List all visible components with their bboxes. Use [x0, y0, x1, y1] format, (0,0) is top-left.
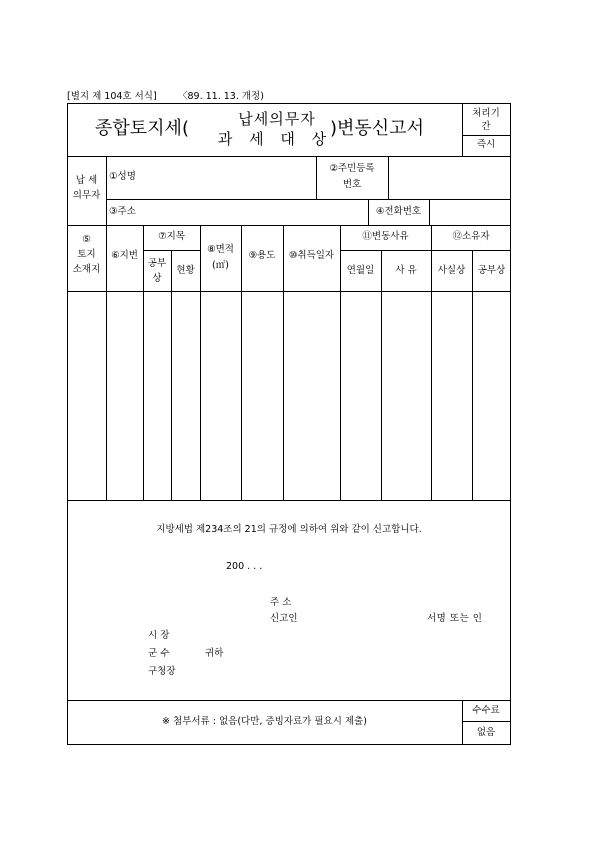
name-label: ①성명: [109, 171, 136, 182]
sign-or-seal-label: 서명 또는 인: [427, 613, 483, 624]
land-table-body[interactable]: [69, 293, 509, 498]
owner-official-header: 공부상: [477, 265, 506, 276]
category-current: 현황: [176, 265, 195, 276]
title-prefix: 종합토지세(: [95, 118, 189, 139]
name-field[interactable]: [145, 158, 314, 197]
owner-actual-header: 사실상: [437, 265, 466, 276]
declaration-text: 지방세법 제234조의 21의 규정에 의하여 위와 같이 신고합니다.: [156, 524, 422, 535]
revision-date: 〈89. 11. 13. 개정): [178, 91, 264, 102]
area-header: ⑧면적: [207, 244, 234, 255]
title-stack-bottom: 과 세 대 상: [217, 130, 333, 148]
lot-number-header: ⑥지번: [111, 250, 138, 261]
regno-label-2: 번호: [342, 179, 362, 190]
processing-label-1: 처리기: [472, 108, 500, 119]
reporter-label: 신고인: [270, 613, 298, 624]
title-stack-top: 납세의무자: [238, 110, 316, 128]
addressee-county: 군 수: [148, 648, 170, 659]
addressee-honorific: 귀하: [205, 648, 224, 659]
addressee-mayor: 시 장: [148, 630, 170, 641]
regno-field[interactable]: [390, 158, 508, 197]
processing-label-2: 간: [481, 121, 491, 132]
date-line[interactable]: 200 . . .: [226, 561, 263, 572]
acquired-date-header: ⑩취득일자: [288, 250, 335, 261]
change-date-header: 연월일: [346, 265, 375, 276]
location-number: ⑤: [82, 234, 91, 245]
fee-label: 수수료: [472, 705, 500, 716]
category-official-1: 공부: [147, 258, 167, 269]
address-label: ③주소: [109, 206, 136, 217]
reporter-address-label: 주 소: [270, 597, 292, 608]
processing-value: 즉시: [476, 139, 496, 150]
area-unit: (㎡): [212, 260, 229, 271]
use-header: ⑨용도: [248, 250, 276, 261]
change-cause-header: 사 유: [395, 265, 417, 276]
owner-header: ⑫소유자: [452, 231, 490, 242]
category-header: ⑦지목: [158, 231, 185, 242]
phone-label: ④전화번호: [375, 206, 422, 217]
title-suffix: )변동신고서: [330, 118, 424, 139]
addressee-district: 구청장: [148, 666, 176, 677]
taxpayer-label-1: 납 세: [75, 175, 98, 186]
fee-value: 없음: [476, 727, 496, 738]
address-field[interactable]: [145, 201, 366, 223]
location-label-1: 토지: [77, 249, 96, 260]
location-label-2: 소재지: [72, 264, 101, 275]
attachments-note: ※ 첨부서류 : 없음(다만, 증빙자료가 필요시 제출): [162, 716, 367, 727]
form-number-label: [별지 제 104호 서식]: [67, 91, 157, 102]
change-reason-header: ⑪변동사유: [362, 231, 409, 242]
frame-top: [67, 103, 511, 104]
category-official-2: 상: [152, 273, 162, 284]
frame-bottom: [67, 744, 511, 745]
regno-label-1: ②주민등록: [329, 163, 375, 174]
taxpayer-label-2: 의무자: [72, 190, 101, 201]
phone-field[interactable]: [431, 201, 508, 223]
